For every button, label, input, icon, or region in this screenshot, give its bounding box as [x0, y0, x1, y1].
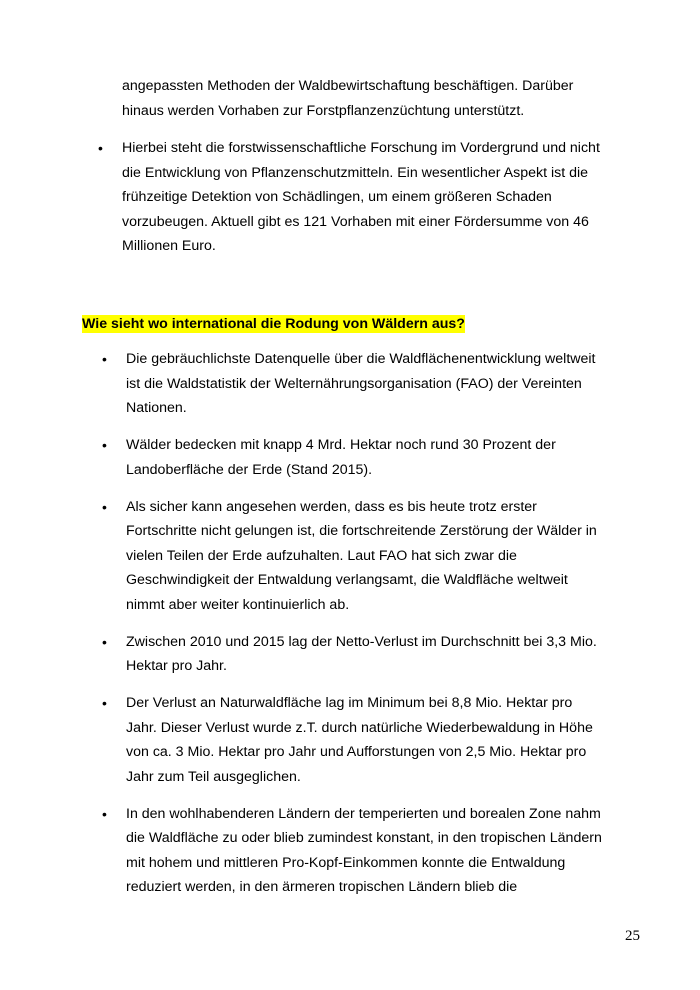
- bullet-list-funding: [0, 136, 700, 259]
- bullet-icon: •: [102, 805, 107, 822]
- bullet-icon: •: [102, 437, 107, 453]
- continuation-paragraph: angepassten Methoden der Waldbewirtschaftung beschäftigen. Darüber hinaus werden Vorhaben zur Forstpflanzenzüchtung unterstützt.: [122, 78, 574, 119]
- bullet-icon: •: [102, 351, 107, 367]
- list-item-text: Die gebräuchlichste Datenquelle über die Waldflächenentwicklung weltweit ist die Waldstatistik der Welternährungsorganisation (FAO) der Vereinten Nationen.: [126, 351, 596, 416]
- bullet-icon: •: [102, 633, 107, 650]
- bullet-list-deforestation: [0, 347, 700, 912]
- list-item: [0, 691, 604, 789]
- list-item: [0, 495, 604, 618]
- list-item: [0, 347, 604, 421]
- list-item: [0, 136, 612, 259]
- page-number: 25: [625, 928, 640, 944]
- bullet-icon: •: [98, 140, 103, 156]
- list-item-text: Als sicher kann angesehen werden, dass es bis heute trotz erster Fortschritte nicht gelungen ist, die fortschreitende Zerstörung der Wälder in vielen Teilen der Erde aufzuhalten. Laut FAO hat sich zwar die Geschwindigkeit der Entwaldung verlangsamt, die Waldfläche weltweit nimmt aber weiter kontinuierlich ab.: [126, 498, 597, 613]
- list-item-text: Der Verlust an Naturwaldfläche lag im Minimum bei 8,8 Mio. Hektar pro Jahr. Dieser Verlust wurde z.T. durch natürliche Wiederbewaldung in Höhe von ca. 3 Mio. Hektar pro Jahr und Aufforstungen von 2,5 Mio. Hektar pro Jahr zum Teil ausgeglichen.: [126, 695, 593, 785]
- bullet-icon: •: [102, 695, 107, 711]
- list-item: [0, 630, 604, 679]
- list-item-text: In den wohlhabenderen Ländern der temperierten und borealen Zone nahm die Waldfläche zu oder blieb zumindest konstant, in den tropischen Ländern mit hohem und mittleren Pro-Kopf-Einkommen konnte die Entwaldung reduziert werden, in den ärmeren tropischen Ländern blieb die: [126, 805, 602, 895]
- list-item-text: Zwischen 2010 und 2015 lag der Netto-Verlust im Durchschnitt bei 3,3 Mio. Hektar pro Jahr.: [126, 633, 597, 674]
- list-item-text: Hierbei steht die forstwissenschaftliche Forschung im Vordergrund und nicht die Entwicklung von Pflanzenschutzmitteln. Ein wesentlicher Aspekt ist die frühzeitige Detektion von Schädlingen, um einem größeren Schaden vorzubeugen. Aktuell gibt es 121 Vorhaben mit einer Fördersumme von 46 Millionen Euro.: [122, 140, 600, 254]
- list-item-text: Wälder bedecken mit knapp 4 Mrd. Hektar noch rund 30 Prozent der Landoberfläche der Erde (Stand 2015).: [126, 437, 556, 478]
- list-item: [0, 433, 604, 482]
- section-heading: [82, 312, 465, 336]
- bullet-icon: •: [102, 498, 107, 515]
- section-heading-text: Wie sieht wo international die Rodung von Wäldern aus?: [82, 316, 465, 332]
- list-item: [0, 802, 604, 900]
